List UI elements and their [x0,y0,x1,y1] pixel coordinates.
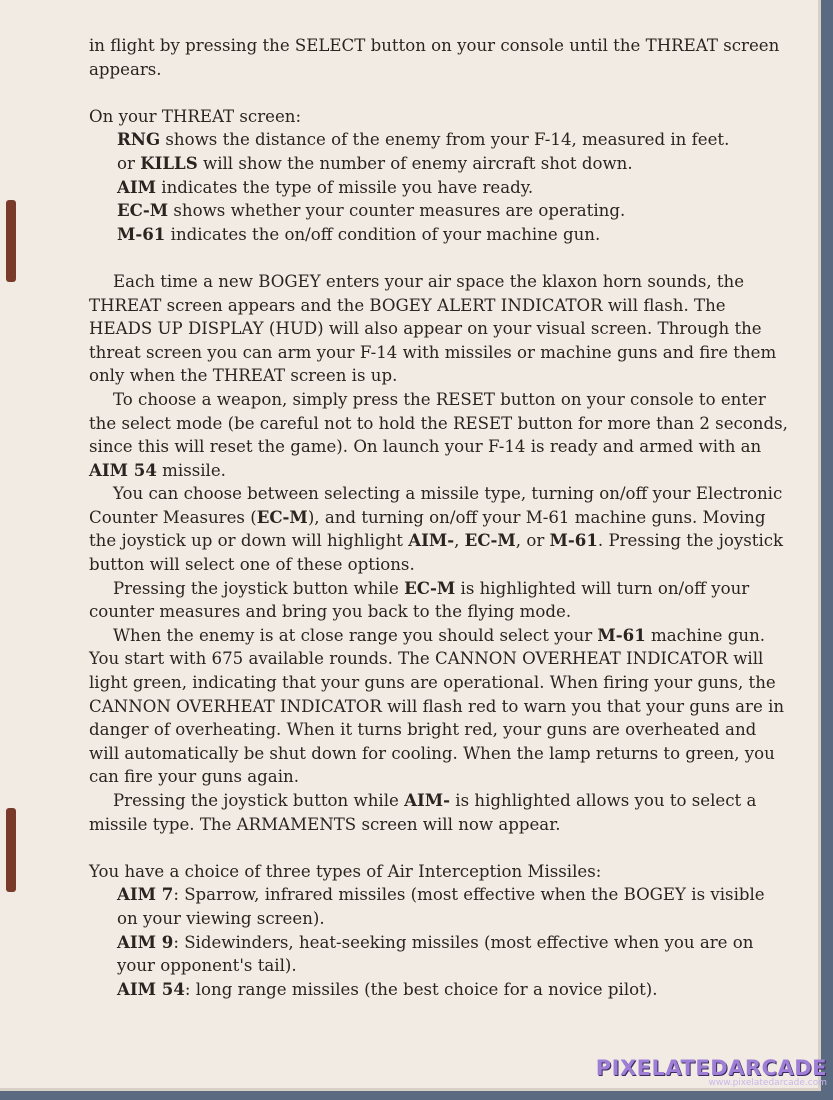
manual-text [89,34,789,1001]
missile-item-aim9: AIM 9: Sidewinders, heat-seeking missiles (most effective when you are on your opponent's tail). [117,931,754,976]
paragraph-choose-weapon: To choose a weapon, simply press the RESET button on your console to enter the select mode (be careful not to hold the RESET button for more than 2 seconds, since this will reset the game). On launch your F-14 is ready and armed with an AIM 54 missile. [89,389,788,480]
threat-item-kills: or KILLS will show the number of enemy aircraft shot down. [117,152,633,173]
watermark-url: www.pixelatedarcade.com [708,1078,827,1088]
paragraph-missile-select: Pressing the joystick button while AIM- is highlighted allows you to select a missile type. The ARMAMENTS screen will now appear. [89,790,757,834]
paragraph-ecm: Pressing the joystick button while EC-M is highlighted will turn on/off your counter measures and bring you back to the flying mode. [89,577,750,622]
missile-item-aim7: AIM 7: Sparrow, infrared missiles (most effective when the BOGEY is visible on your viewing screen). [117,884,765,928]
paragraph-bogey: Each time a new BOGEY enters your air space the klaxon horn sounds, the THREAT screen appears and the BOGEY ALERT INDICATOR will flash. The HEADS UP DISPLAY (HUD) will also appear on your visual screen. Through the threat screen you can arm your F-14 with missiles or machine guns and fire them only when the THREAT screen is up. [89,271,777,386]
threat-item-m61: M-61 indicates the on/off condition of your machine gun. [117,223,601,244]
threat-item-ecm: EC-M shows whether your counter measures are operating. [117,200,626,221]
binding-staple-top [6,200,16,282]
threat-intro: On your THREAT screen: [89,106,302,126]
watermark-title: PIXELATEDARCADE [595,1056,827,1080]
watermark [596,1056,827,1088]
missile-item-aim54: AIM 54: long range missiles (the best choice for a novice pilot). [117,978,658,999]
binding-staple-bottom [6,808,16,892]
paragraph-select: in flight by pressing the SELECT button on your console until the THREAT screen appears. [89,36,780,79]
threat-item-rng: RNG shows the distance of the enemy from your F-14, measured in feet. [117,129,730,150]
paragraph-selection: You can choose between selecting a missile type, turning on/off your Electronic Counter Measures (EC-M), and turning on/off your M-61 machine guns. Moving the joystick up or down will highlight AIM-, EC-M, or M-61. Pressing the joystick button will select one of these options. [89,484,784,575]
missiles-intro: You have a choice of three types of Air Interception Missiles: [89,861,602,881]
paragraph-machine-gun: When the enemy is at close range you should select your M-61 machine gun. You start with 675 available rounds. The CANNON OVERHEAT INDICATOR will light green, indicating that your guns are operational. When firing your guns, the CANNON OVERHEAT INDICATOR will flash red to warn you that your guns are in danger of overheating. When it turns bright red, your guns are overheated and will automatically be shut down for cooling. When the lamp returns to green, you can fire your guns again. [89,624,785,787]
threat-item-aim: AIM indicates the type of missile you have ready. [117,176,534,197]
